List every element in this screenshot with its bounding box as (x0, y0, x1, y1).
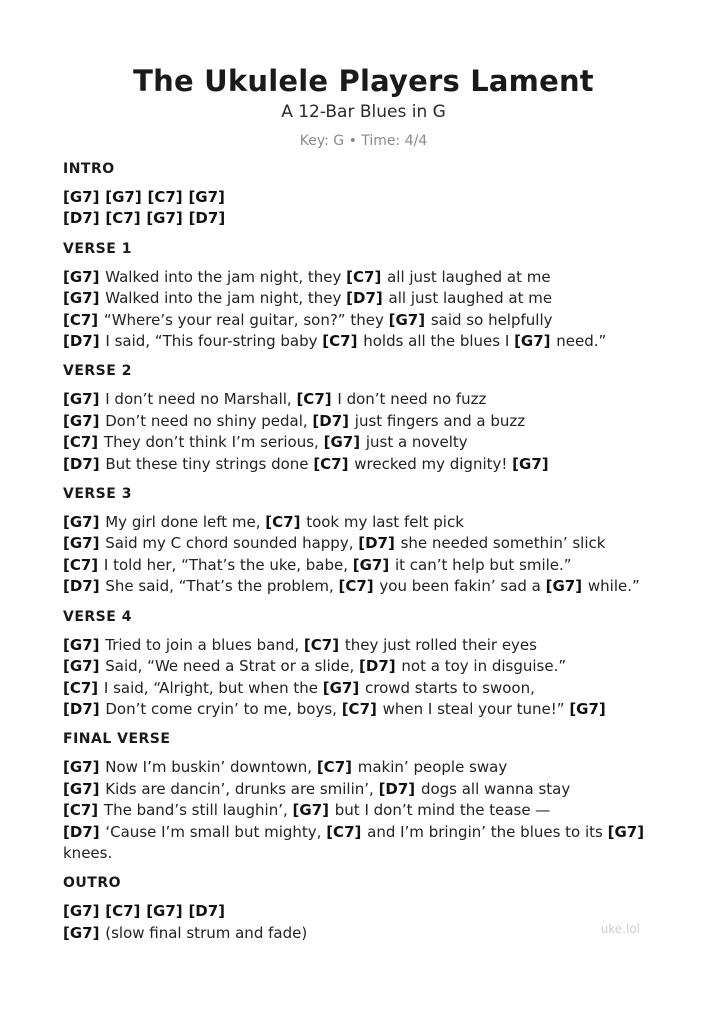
lyric-line (63, 208, 664, 229)
lyric-text: while.” (583, 577, 640, 596)
lyric-text: makin’ people sway (352, 758, 508, 777)
section-heading: INTRO (63, 161, 115, 177)
lyric-line (63, 779, 664, 800)
chord-token: [C7] (147, 188, 183, 206)
chord-token: [C7] (346, 267, 382, 286)
lyric-text: I told her, “That’s the uke, babe, (99, 555, 353, 574)
chord-token: [C7] (326, 822, 362, 841)
chord-token: [C7] (316, 758, 352, 777)
chord-token: [C7] (63, 801, 99, 820)
chord-token: [G7] (569, 699, 606, 718)
chord-token: [D7] (188, 902, 226, 921)
chord-token: [C7] (313, 454, 349, 473)
lyric-text: crowd starts to swoon, (360, 678, 535, 697)
chord-token: [D7] (63, 332, 100, 351)
lyric-text: all just laughed at me (383, 289, 553, 308)
lyric-text: Said, “We need a Strat or a slide, (100, 657, 360, 676)
lyric-text: dogs all wanna stay (416, 779, 571, 798)
section-heading: VERSE 3 (63, 486, 132, 503)
chord-token: [C7] (105, 209, 141, 228)
song-header (63, 63, 664, 151)
chord-token: [D7] (63, 822, 100, 841)
lyric-text: (slow final strum and fade) (100, 923, 308, 942)
lyric-line (63, 757, 664, 778)
lyric-text: The band’s still laughin’, (99, 801, 293, 820)
lyric-line (63, 331, 664, 352)
chord-token: [G7] (63, 188, 100, 206)
song-section (63, 485, 664, 598)
lyric-text: she needed somethin’ slick (395, 534, 606, 553)
lyric-text: need.” (551, 332, 607, 351)
lyric-text: took my last felt pick (301, 513, 464, 532)
lyric-text: “Where’s your real guitar, son?” they (99, 310, 389, 329)
chord-token: [D7] (63, 699, 100, 718)
chord-token: [G7] (514, 332, 551, 351)
chord-token: [G7] (322, 678, 360, 697)
lyric-text: Walked into the jam night, they (100, 267, 347, 286)
lyric-line (63, 288, 664, 309)
lyric-line (63, 635, 664, 656)
chord-token: [G7] (63, 267, 100, 286)
chord-token: [D7] (63, 454, 100, 473)
chord-token: [G7] (292, 801, 329, 820)
song-section (63, 160, 664, 230)
chord-token: [G7] (63, 923, 100, 942)
chord-token: [G7] (146, 902, 183, 921)
chord-token: [D7] (378, 779, 416, 798)
lyric-text: Walked into the jam night, they (100, 289, 347, 308)
lyric-text: Said my C chord sounded happy, (100, 534, 359, 553)
chord-token: [D7] (346, 289, 383, 308)
chord-token: [G7] (388, 310, 426, 329)
song-section (63, 240, 664, 353)
chord-token: [G7] (63, 411, 100, 430)
chord-token: [G7] (352, 555, 390, 574)
lyric-text: wrecked my dignity! (349, 454, 513, 473)
lyric-text: not a toy in disguise.” (396, 657, 567, 676)
lyric-line (63, 656, 664, 677)
chord-token: [C7] (296, 390, 332, 409)
lyric-text: but I don’t mind the tease — (330, 801, 551, 820)
chord-token: [D7] (312, 411, 350, 430)
chord-token: [G7] (146, 209, 183, 228)
lyric-text: said so helpfully (426, 310, 553, 329)
song-section (63, 362, 664, 475)
lyric-text: I said, “This four-string baby (100, 332, 323, 351)
lyric-line (63, 678, 664, 699)
key-time-meta: Key: G • Time: 4/4 (299, 133, 428, 149)
lyric-text: My girl done left me, (100, 513, 266, 532)
chord-token: [G7] (63, 513, 100, 532)
lyric-text: She said, “That’s the problem, (100, 577, 339, 596)
lyric-line (63, 822, 664, 865)
chord-token: [G7] (63, 657, 100, 676)
chord-token: [G7] (188, 188, 225, 206)
lyric-text (143, 188, 148, 206)
lyric-text: holds all the blues I (358, 332, 515, 351)
lyric-text: I don’t need no fuzz (332, 390, 487, 409)
lyric-text: and I’m bringin’ the blues to its (362, 822, 608, 841)
chord-token: [C7] (105, 902, 141, 921)
lyric-text: But these tiny strings done (100, 454, 314, 473)
lyric-line (63, 555, 664, 576)
section-heading: VERSE 1 (63, 240, 132, 257)
lyric-text: Don’t come cryin’ to me, boys, (100, 699, 342, 718)
lyric-text: when I steal your tune!” (377, 699, 570, 718)
lyric-line (63, 576, 664, 597)
chord-token: [D7] (188, 209, 226, 228)
lyric-line (63, 267, 664, 288)
lyric-line (63, 411, 664, 432)
lyric-text: knees. (63, 822, 650, 862)
lyric-text: you been fakin’ sad a (374, 577, 546, 596)
chord-token: [G7] (63, 289, 100, 308)
chord-token: [D7] (359, 657, 396, 676)
lyric-line (63, 800, 664, 821)
section-heading: OUTRO (63, 875, 122, 892)
section-heading: VERSE 2 (63, 363, 132, 380)
chord-token: [C7] (303, 635, 340, 654)
chord-token: [G7] (607, 822, 645, 841)
watermark: uke.lol (600, 922, 640, 936)
lyric-text: Tried to join a blues band, (100, 635, 304, 654)
chord-token: [C7] (63, 678, 99, 697)
lyric-text: Now I’m buskin’ downtown, (100, 758, 317, 777)
lyric-text: it can’t help but smile.” (390, 555, 572, 574)
lyric-text: just a novelty (361, 433, 468, 452)
lyric-text (184, 209, 189, 227)
lyric-text: I don’t need no Marshall, (100, 390, 297, 409)
song-section (63, 608, 664, 721)
lyric-text: I said, “Alright, but when the (99, 678, 323, 697)
chord-token: [G7] (63, 758, 100, 777)
lyric-text: Don’t need no shiny pedal, (100, 411, 313, 430)
lyric-text: they just rolled their eyes (340, 635, 537, 654)
section-heading: VERSE 4 (63, 608, 132, 625)
lyric-text: just fingers and a buzz (350, 411, 526, 430)
section-heading: FINAL VERSE (63, 731, 171, 748)
chord-token: [C7] (63, 433, 99, 452)
lyric-line (63, 699, 664, 720)
lyric-text: all just laughed at me (382, 267, 551, 286)
chord-token: [G7] (63, 635, 100, 654)
song-section (63, 874, 664, 944)
chord-token: [D7] (63, 209, 100, 228)
lyric-line (63, 310, 664, 331)
lyric-text: ‘Cause I’m small but mighty, (100, 822, 327, 841)
page-subtitle: A 12-Bar Blues in G (281, 102, 446, 122)
chord-token: [G7] (105, 188, 142, 206)
chord-token: [C7] (63, 555, 99, 574)
chord-token: [G7] (512, 454, 549, 473)
chord-token: [G7] (63, 390, 100, 409)
lyric-line (63, 389, 664, 410)
lyric-text: Kids are dancin’, drunks are smilin’, (100, 779, 379, 798)
lyric-line (63, 533, 664, 554)
chord-token: [D7] (358, 534, 395, 553)
lyric-line (63, 901, 664, 922)
chord-token: [G7] (545, 577, 583, 596)
lyric-line (63, 512, 664, 533)
song-sections (63, 160, 664, 944)
song-section (63, 730, 664, 864)
chord-token: [C7] (265, 513, 301, 532)
chord-token: [C7] (322, 332, 358, 351)
chord-token: [C7] (338, 577, 374, 596)
lyric-line (63, 923, 664, 944)
lyric-text: They don’t think I’m serious, (99, 433, 324, 452)
lyric-line (63, 454, 664, 475)
chord-token: [G7] (63, 779, 100, 798)
chord-token: [C7] (63, 310, 99, 329)
chord-token: [G7] (63, 534, 100, 553)
chord-token: [G7] (323, 433, 361, 452)
lyric-line (63, 432, 664, 453)
chord-token: [C7] (341, 699, 377, 718)
lyric-line (63, 187, 664, 208)
chord-token: [G7] (63, 902, 100, 921)
page-title: The Ukulele Players Lament (133, 64, 594, 98)
chord-token: [D7] (63, 577, 100, 596)
